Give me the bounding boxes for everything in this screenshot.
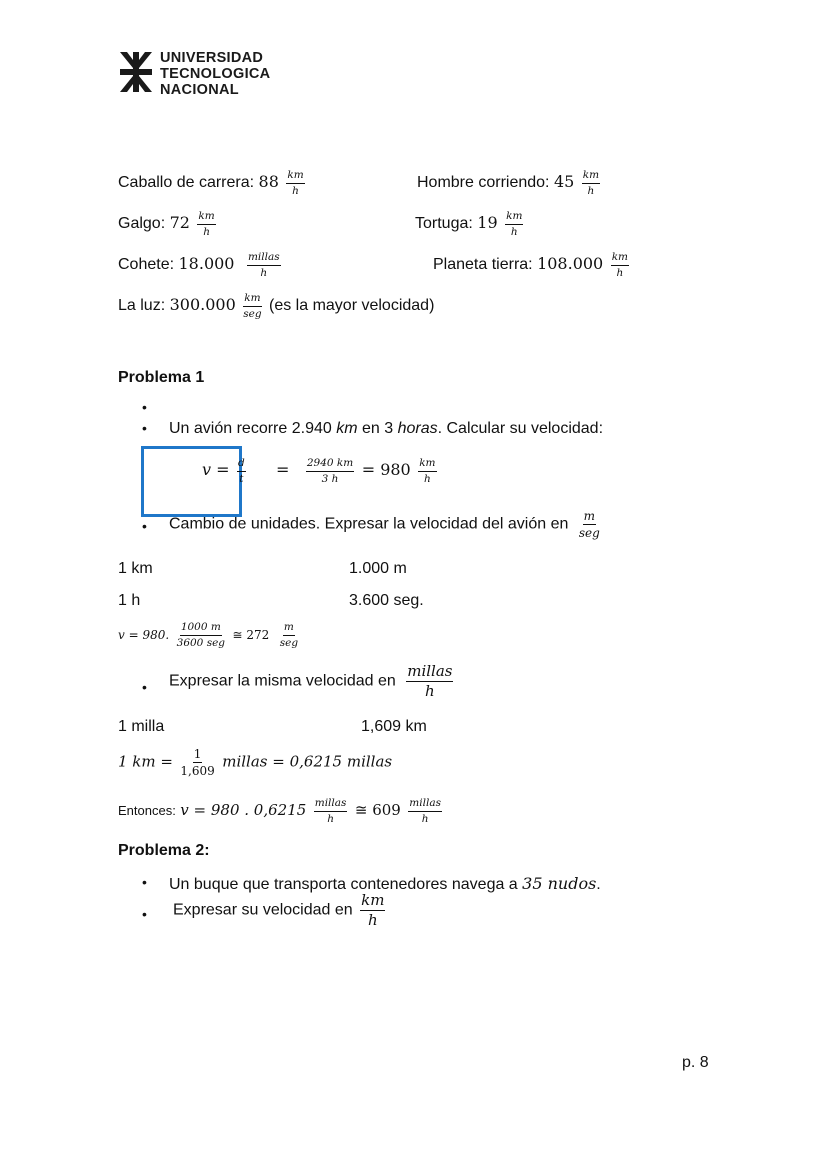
conversion-milla-right: 1,609 km — [361, 718, 427, 735]
conversion-km-right: 1.000 m — [349, 560, 407, 577]
conversion-milla-left: 1 milla — [118, 718, 165, 735]
problema-2-title: Problema 2: — [118, 842, 210, 859]
unit-fraction: $\frac{km}{h}$ — [506, 210, 523, 238]
problema-2-instruction: Expresar su velocidad en $\frac{km}{h}$ — [173, 891, 385, 929]
unit-fraction: $\frac{\text{millas}}{h}$ — [247, 251, 280, 279]
unit-fraction: $\frac{km}{h}$ — [582, 169, 600, 197]
final-miles-result: Entonces: v = 980 . 0,6215 $\frac{\text{millas}}{h}$ ≅ 609 $\frac{\text{millas}}{h}$ — [118, 797, 441, 825]
bullet-dot: • — [142, 906, 147, 922]
unit-fraction: $\frac{km}{h}$ — [611, 251, 629, 279]
page-number: p. 8 — [682, 1054, 709, 1071]
conversion-h-right: 3.600 seg. — [349, 592, 424, 609]
km-to-miles-formula: 1 km = $\frac{1}{1,609}$ millas = 0,6215 millas — [118, 747, 393, 778]
empty-bullet: • — [142, 399, 147, 415]
unit-fraction: $\frac{km}{h}$ — [287, 169, 304, 197]
bullet-dot: • — [142, 679, 147, 695]
utn-emblem-icon — [118, 52, 154, 92]
problema-2-statement: Un buque que transporta contenedores navega a 35 nudos. — [169, 874, 601, 893]
unit-change-instruction: Cambio de unidades. Expresar la velocidad del avión en $\frac{m}{\text{seg}}$ — [169, 509, 600, 540]
speed-hombre: Hombre corriendo: 45 $\frac{km}{h}$ — [417, 169, 600, 197]
speed-galgo: Galgo: 72 $\frac{km}{h}$ — [118, 210, 215, 238]
miles-instruction: Expresar la misma velocidad en $\frac{\text{millas}}{h}$ — [169, 662, 453, 700]
velocity-calculation: = $\frac{2940 km}{3 h}$ = 980 $\frac{km}{h}$ — [276, 457, 436, 485]
unit-fraction: $\frac{km}{h}$ — [198, 210, 215, 238]
problema-1-statement: Un avión recorre 2.940 km en 3 horas. Calcular su velocidad: — [169, 420, 604, 437]
problema-1-title: Problema 1 — [118, 369, 205, 386]
logo-line-1: UNIVERSIDAD — [160, 50, 264, 66]
logo-line-3: NACIONAL — [160, 82, 239, 98]
speed-caballo: Caballo de carrera: 88 $\frac{km}{h}$ — [118, 169, 304, 197]
speed-luz: La luz: 300.000 $\frac{km}{\text{seg}}$ (es la mayor velocidad) — [118, 292, 435, 320]
speed-planeta: Planeta tierra: 108.000 $\frac{km}{h}$ — [433, 251, 629, 279]
conversion-h-left: 1 h — [118, 592, 141, 609]
speed-tortuga: Tortuga: 19 $\frac{km}{h}$ — [415, 210, 523, 238]
conversion-to-mps: v = 980. $\frac{1000 m}{\text{3600 seg}}$ ≅ 272 $\frac{m}{\text{seg}}$ — [118, 621, 299, 649]
bullet-dot: • — [142, 518, 147, 534]
speed-cohete: Cohete: 18.000 $\frac{\text{millas}}{h}$ — [118, 251, 280, 279]
velocity-formula: v = $\frac{d}{t}$ — [202, 457, 245, 485]
unit-fraction: $\frac{km}{\text{seg}}$ — [243, 292, 262, 320]
logo-line-2: TECNOLOGICA — [160, 66, 271, 82]
conversion-km-left: 1 km — [118, 560, 153, 577]
bullet-dot: • — [142, 420, 147, 436]
bullet-dot: • — [142, 874, 147, 890]
